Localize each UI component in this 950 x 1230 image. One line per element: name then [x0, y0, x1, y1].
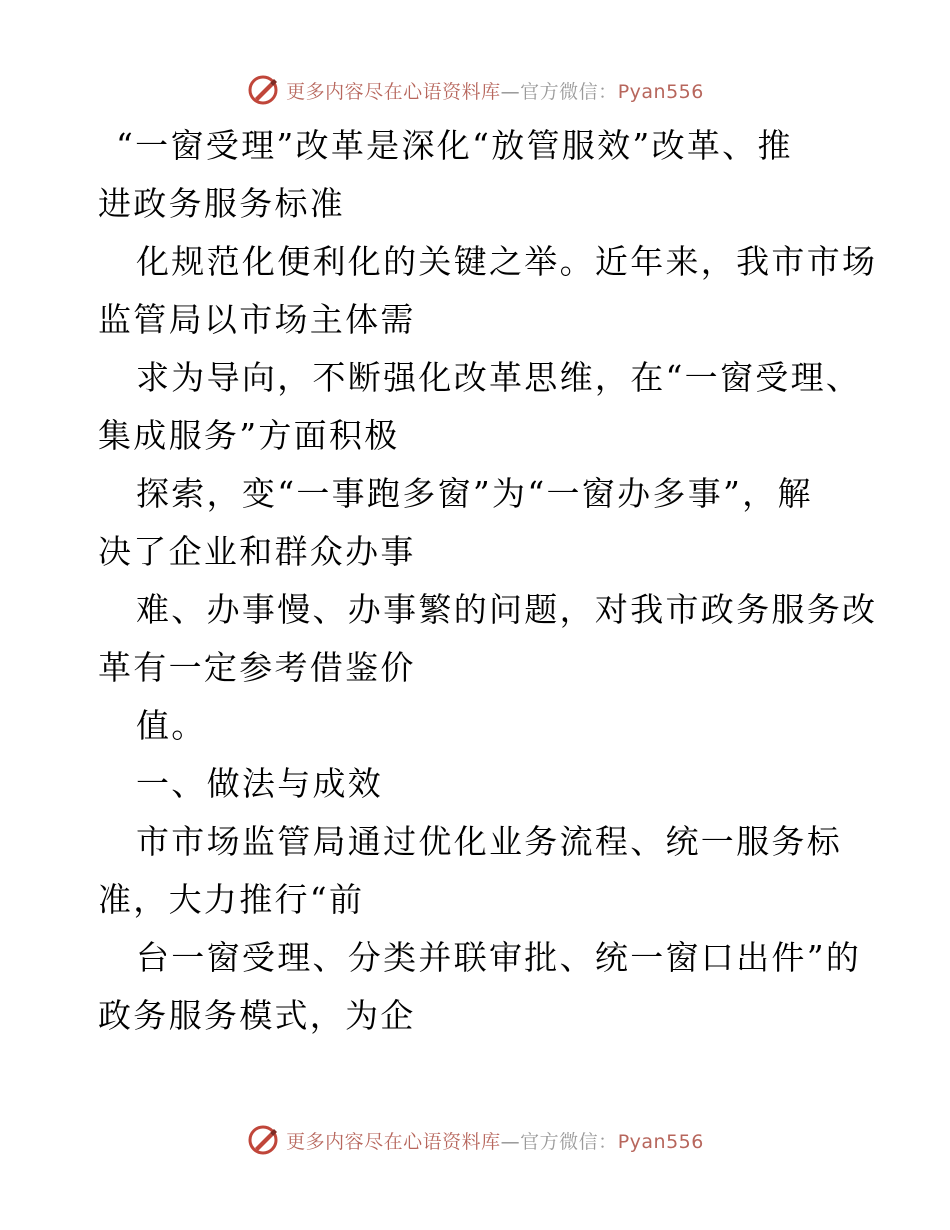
text-line: 集成服务”方面积极 [98, 416, 400, 455]
watermark-id: Pyan556 [617, 80, 704, 103]
text-line: 监管局以市场主体需 [98, 300, 416, 339]
text-line: “一窗受理”改革是深化“放管服效”改革、推 [116, 126, 793, 165]
pen-logo-icon [246, 1123, 280, 1157]
text-line: 求为导向，不断强化改革思维，在“一窗受理、 [136, 358, 862, 397]
watermark-label: 官方微信： [520, 1130, 618, 1153]
watermark-dash: — [500, 80, 521, 103]
section-heading: 一、做法与成效 [136, 764, 384, 803]
watermark-id: Pyan556 [617, 1130, 704, 1153]
watermark-label: 官方微信： [520, 80, 618, 103]
footer-watermark [0, 1120, 950, 1160]
text-line: 台一窗受理、分类并联审批、统一窗口出件”的 [136, 938, 862, 977]
watermark-dash: — [500, 1130, 521, 1153]
text-line: 难、办事慢、办事繁的问题，对我市政务服务改 [136, 590, 878, 629]
text-line: 探索，变“一事跑多窗”为“一窗办多事”，解 [136, 474, 813, 513]
text-line: 化规范化便利化的关键之举。近年来，我市市场 [136, 242, 878, 281]
text-line: 值。 [136, 706, 207, 745]
watermark-text [286, 77, 704, 104]
text-line: 进政务服务标准 [98, 184, 346, 223]
text-line: 决了企业和群众办事 [98, 532, 416, 571]
text-line: 政务服务模式，为企 [98, 996, 416, 1035]
watermark-site: 更多内容尽在心语资料库 [286, 80, 501, 103]
watermark-text [286, 1127, 704, 1154]
text-line: 市市场监管局通过优化业务流程、统一服务标 [136, 822, 842, 861]
watermark-site: 更多内容尽在心语资料库 [286, 1130, 501, 1153]
text-line: 革有一定参考借鉴价 [98, 648, 416, 687]
header-watermark [0, 70, 950, 110]
text-line: 准，大力推行“前 [98, 880, 365, 919]
pen-logo-icon [246, 73, 280, 107]
